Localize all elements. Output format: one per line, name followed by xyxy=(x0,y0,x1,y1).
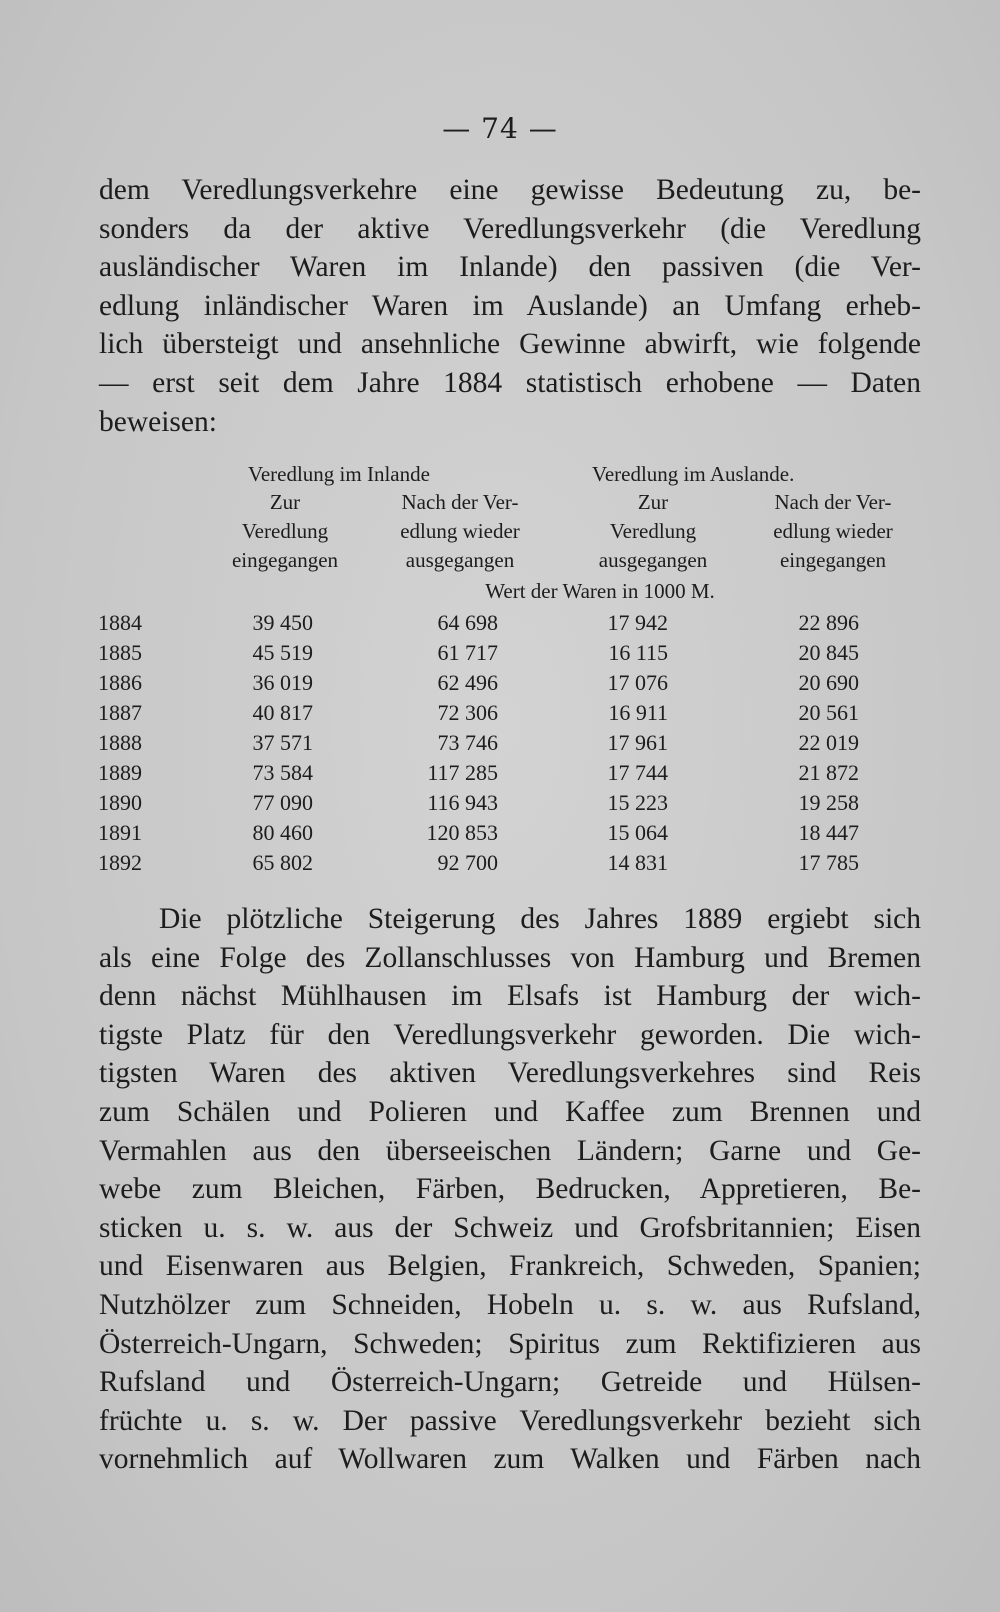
year-cell: 1892 xyxy=(98,850,142,875)
text-line: — erst seit dem Jahre 1884 statistisch erhobene — Daten xyxy=(99,366,921,399)
header-text: eingegangen xyxy=(231,548,339,572)
table-row xyxy=(90,730,930,759)
value-cell: 15 223 xyxy=(607,790,668,815)
header-col-3 xyxy=(578,488,728,575)
unit-label: Wert der Waren in 1000 M. xyxy=(485,579,715,603)
header-text: Zur xyxy=(269,490,301,514)
year-cell: 1889 xyxy=(98,760,142,785)
value-cell: 17 942 xyxy=(607,610,668,635)
text-line: Österreich-Ungarn, Schweden; Spiritus zum Rektifizieren aus xyxy=(99,1327,921,1360)
table-row xyxy=(90,670,930,699)
paragraph-intro xyxy=(99,171,921,441)
text-line: früchte u. s. w. Der passive Veredlungsverkehr bezieht sich xyxy=(99,1404,921,1437)
value-cell: 17 961 xyxy=(607,730,668,755)
header-text: Zur xyxy=(637,490,669,514)
value-cell: 14 831 xyxy=(607,850,668,875)
value-cell: 80 460 xyxy=(252,820,313,845)
value-cell: 17 785 xyxy=(798,850,859,875)
year-cell: 1891 xyxy=(98,820,142,845)
header-col-4 xyxy=(748,488,918,575)
year-cell: 1887 xyxy=(98,700,142,725)
text-line: denn nächst Mühlhausen im Elsafs ist Hamburg der wich- xyxy=(99,980,921,1013)
header-text: edlung wieder xyxy=(773,519,893,543)
year-cell: 1884 xyxy=(98,610,142,635)
header-text: Nach der Ver- xyxy=(774,490,892,514)
text-line: Vermahlen aus den überseeischen Ländern; Garne und Ge- xyxy=(99,1134,921,1167)
value-cell: 36 019 xyxy=(252,670,313,695)
value-cell: 72 306 xyxy=(437,700,498,725)
text-line: ausländischer Waren im Inlande) den passiven (die Ver- xyxy=(99,251,921,284)
value-cell: 22 019 xyxy=(798,730,859,755)
header-col-2 xyxy=(375,488,545,575)
table-row xyxy=(90,820,930,849)
header-text: eingegangen xyxy=(779,548,887,572)
value-cell: 17 076 xyxy=(607,670,668,695)
value-cell: 39 450 xyxy=(252,610,313,635)
table-row xyxy=(90,700,930,729)
text-line: vornehmlich auf Wollwaren zum Walken und Färben nach xyxy=(99,1443,921,1476)
table-row xyxy=(90,760,930,789)
value-cell: 22 896 xyxy=(798,610,859,635)
table-row xyxy=(90,610,930,639)
value-cell: 77 090 xyxy=(252,790,313,815)
year-cell: 1888 xyxy=(98,730,142,755)
value-cell: 20 690 xyxy=(798,670,859,695)
text-line: sonders da der aktive Veredlungsverkehr (die Veredlung xyxy=(99,212,921,245)
text-line: webe zum Bleichen, Färben, Bedrucken, Appretieren, Be- xyxy=(99,1173,921,1206)
header-col-1 xyxy=(210,488,360,575)
value-cell: 17 744 xyxy=(607,760,668,785)
value-cell: 19 258 xyxy=(798,790,859,815)
header-text: Nach der Ver- xyxy=(401,490,519,514)
value-cell: 15 064 xyxy=(607,820,668,845)
value-cell: 73 584 xyxy=(252,760,313,785)
value-cell: 116 943 xyxy=(427,790,498,815)
page-number: — 74 — xyxy=(442,112,558,145)
text-line: sticken u. s. w. aus der Schweiz und Grofsbritannien; Eisen xyxy=(99,1211,921,1244)
text-line: als eine Folge des Zollanschlusses von Hamburg und Bremen xyxy=(99,941,921,974)
value-cell: 16 115 xyxy=(608,640,668,665)
value-cell: 73 746 xyxy=(437,730,498,755)
value-cell: 37 571 xyxy=(252,730,313,755)
header-text: ausgegangen xyxy=(598,548,708,572)
value-cell: 92 700 xyxy=(437,850,498,875)
header-text: Veredlung xyxy=(609,519,697,543)
value-cell: 20 561 xyxy=(798,700,859,725)
text-line: und Eisenwaren aus Belgien, Frankreich, Schweden, Spanien; xyxy=(99,1250,921,1283)
value-cell: 64 698 xyxy=(437,610,498,635)
table-row xyxy=(90,640,930,669)
text-line: beweisen: xyxy=(99,405,217,438)
value-cell: 65 802 xyxy=(252,850,313,875)
text-line: zum Schälen und Polieren und Kaffee zum Brennen und xyxy=(99,1095,921,1128)
text-line: lich übersteigt und ansehnliche Gewinne abwirft, wie folgende xyxy=(99,328,921,361)
text-line: Nutzhölzer zum Schneiden, Hobeln u. s. w. aus Rufsland, xyxy=(99,1288,921,1321)
header-text: edlung wieder xyxy=(400,519,520,543)
value-cell: 16 911 xyxy=(608,700,668,725)
year-cell: 1890 xyxy=(98,790,142,815)
year-cell: 1885 xyxy=(98,640,142,665)
header-text: ausgegangen xyxy=(405,548,515,572)
table-row xyxy=(90,790,930,819)
year-cell: 1886 xyxy=(98,670,142,695)
header-group-ausland: Veredlung im Auslande. xyxy=(592,462,795,486)
value-cell: 62 496 xyxy=(437,670,498,695)
text-line: Die plötzliche Steigerung des Jahres 1889 ergiebt sich xyxy=(159,903,921,935)
header-text: Veredlung xyxy=(241,519,329,543)
value-cell: 21 872 xyxy=(798,760,859,785)
text-line: tigste Platz für den Veredlungsverkehr geworden. Die wich- xyxy=(99,1018,921,1051)
value-cell: 40 817 xyxy=(252,700,313,725)
value-cell: 20 845 xyxy=(798,640,859,665)
value-cell: 18 447 xyxy=(798,820,859,845)
text-line: tigsten Waren des aktiven Veredlungsverkehres sind Reis xyxy=(99,1057,921,1090)
table-row xyxy=(90,850,930,879)
text-line: dem Veredlungsverkehre eine gewisse Bedeutung zu, be- xyxy=(99,174,921,206)
header-group-inland: Veredlung im Inlande xyxy=(248,462,430,486)
text-line: edlung inländischer Waren im Auslande) an Umfang erheb- xyxy=(99,289,921,322)
paragraph-main xyxy=(99,900,921,1479)
value-cell: 45 519 xyxy=(252,640,313,665)
value-cell: 61 717 xyxy=(437,640,498,665)
value-cell: 117 285 xyxy=(427,760,498,785)
value-cell: 120 853 xyxy=(426,820,498,845)
text-line: Rufsland und Österreich-Ungarn; Getreide und Hülsen- xyxy=(99,1366,921,1399)
